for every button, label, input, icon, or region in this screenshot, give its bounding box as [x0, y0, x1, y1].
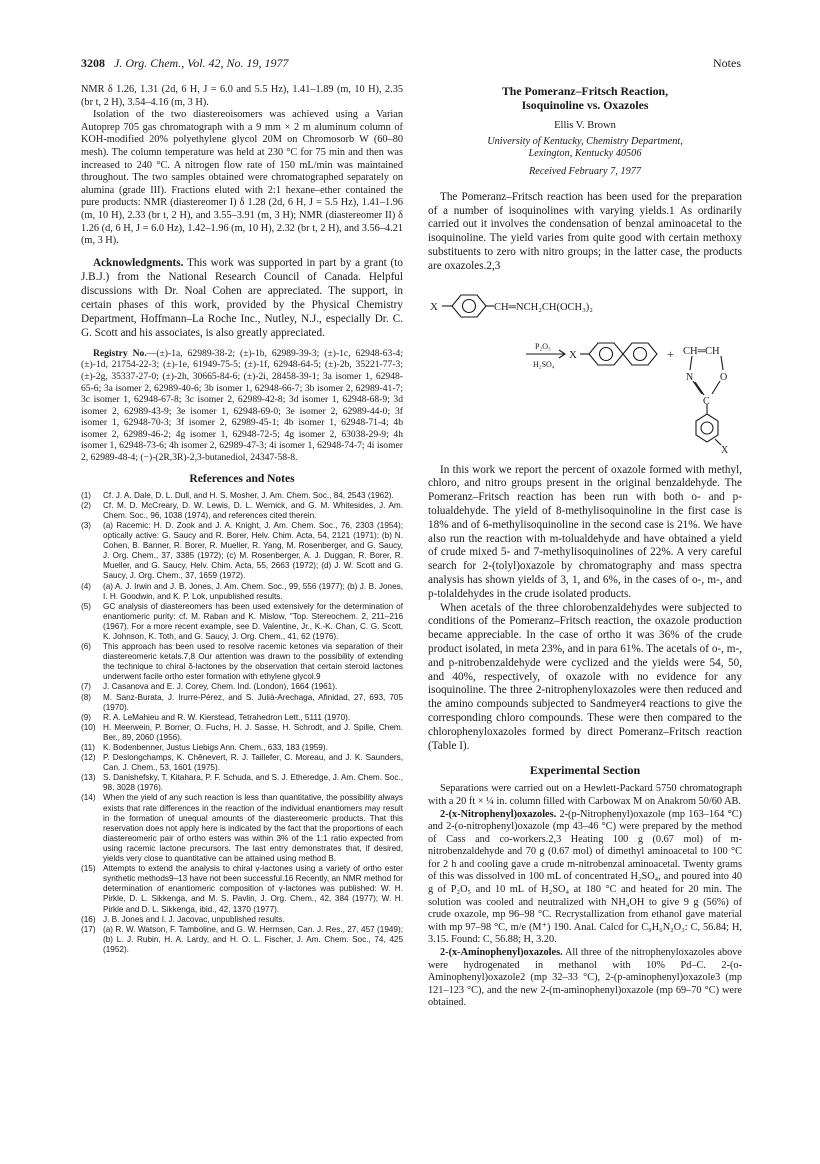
nitrophenyl-lead: 2-(x-Nitrophenyl)oxazoles.	[440, 808, 557, 820]
reference-number: (7)	[81, 682, 92, 692]
isoquinoline-ring-b	[623, 343, 657, 365]
nitrophenyl-paragraph	[428, 809, 742, 948]
plus-sign: +	[667, 346, 674, 361]
reaction-scheme	[428, 282, 742, 454]
work-paragraph: In this work we report the percent of oxazole formed with methyl, chloro, and nitro groups present in the original benzaldehyde. The Pomeranz–Fritsch reaction has been run with both o- and p-tolualdehyde. The yield of 8-methylisoquinoline in the first case is 18% and of 6-methylisoquinoline in the second case is 21%. We have also run the reaction with m-tolualdehyde and have obtained a yield of crude mixed 5- and 7-methylisoquinolines of 22%. A very careful search for 2-(tolyl)oxazole by chromatography and mass spectra analysis has shown yields of 3, 1, and 6%, in the cases of o-, m-, and p-tolaldehydes in the crude isolated products.	[428, 463, 742, 600]
reference-item	[81, 642, 403, 682]
acknowledgments	[81, 256, 403, 340]
title-line-2: Isoquinoline vs. Oxazoles	[521, 98, 649, 112]
affiliation	[428, 136, 742, 161]
running-header	[81, 56, 741, 74]
reference-number: (11)	[81, 743, 95, 752]
reference-item	[81, 582, 403, 602]
reference-item	[81, 925, 403, 955]
page-number: 3208	[81, 56, 105, 70]
journal-citation: J. Org. Chem., Vol. 42, No. 19, 1977	[114, 56, 289, 70]
reference-number: (3)	[81, 520, 92, 530]
benzene-ring	[452, 295, 486, 317]
reference-number: (17)	[81, 924, 96, 934]
oxazole-n: N	[686, 371, 694, 383]
reference-number: (1)	[81, 490, 92, 500]
reference-text: S. Danishefsky, T. Kitahara, P. F. Schuda, and S. J. Etheredge, J. Am. Chem. Soc., 98, 3028 (1976).	[103, 773, 403, 793]
reference-number: (6)	[81, 642, 92, 652]
reference-text: GC analysis of diastereomers has been used extensively for the determination of enantiomeric purity: cf. M. Raban and K. Mislow, "Top. Stereochem. 2, 211–216 (1967). For a more recent example, see D. Valentine, Jr., K.-K. Chan, C. G. Scott, K. Johnson, K. Toth, and G. Saucy, J. Org. Chem., 41, 62 (1976).	[103, 601, 403, 641]
reference-item	[81, 773, 403, 793]
reference-item	[81, 521, 403, 582]
aminophenyl-paragraph	[428, 947, 742, 1010]
reference-number: (2)	[81, 500, 92, 510]
reference-number: (14)	[81, 793, 96, 803]
aminophenyl-text: All three of the nitrophenyloxazoles above were hydrogenated in methanol with 10% Pd–C. 2-(o-Aminophenyl)oxazole2 (mp 32–33 °C), 2-(p-aminophenyl)oxazole3 (mp 121–123 °C), and the new 2-(m-aminophenyl)oxazole (mp 69–70 °C) were obtained.	[428, 947, 742, 1009]
reference-text: P. Deslongchamps, K. Chênevert, R. J. Taillefer, C. Moreau, and J. K. Saunders, Can. J. Chem., 53, 1601 (1975).	[103, 753, 403, 773]
reference-text: J. Casanova and E. J. Corey, Chem. Ind. (London), 1664 (1961).	[103, 682, 338, 692]
reference-number: (15)	[81, 864, 96, 874]
reference-text: When the yield of any such reaction is less than quantitative, the possibility always exists that rate differences in the reaction of the individual enantiomers may result in the formation of unequal amounts of the diastereomeric products. That this reservation does not apply here is indicated by the fact that the proportions of each diastereomeric pair of ortho esters was within 3% of the 1:1 ratio expected from using racemic lactone precursors. The last entry demonstrates that, if desired, yields very close to quantitative can be attained using method B.	[103, 793, 403, 864]
reference-item	[81, 602, 403, 642]
isolation-paragraph: Isolation of the two diastereoisomers was achieved using a Varian Autoprep 705 gas chromatograph with a 9 mm × 2 m aluminum column of KOH-modified 20% polyethylene glycol 20M on Chromosorb W (60–80 mesh). The column temperature was held at 230 °C for 75 min and then was increased to 240 °C. A nitrogen flow rate of 150 mL/min was maintained throughout. The two samples obtained were chromatographed separately on alumina (grade III). Fractions eluted with 2:1 hexane–ether contained the pure products: NMR (diastereomer I) δ 1.28 (2d, 6 H, J = 5.5 Hz), 1.41–1.96 (m, 10 H), 2.33 (br t, 2 H), and 3.55–3.91 (m, 3 H); NMR (diastereomer II) δ 1.26 (d, 6 H, J = 6.0 Hz), 1.42–1.96 (m, 10 H), 2.32 (br t, 2 H), and 3.56–4.21 (m, 3 H).	[81, 109, 403, 247]
reference-number: (4)	[81, 581, 92, 591]
reference-text: (a) Racemic: H. D. Zook and J. A. Knight, J. Am. Chem. Soc., 76, 2303 (1954); optically active: G. Saucy and R. Borer, Helv. Chim. Acta, 54, 2121 (1971); (b) N. Cohen, B. Banner, R. Borer, R. Mueller, R. Yang, M. Rosenberger, and G. Saucy, J. Org. Chem., 37, 3385 (1972); (c) M. Rosenberger, A. J. Duggan, R. Borer, R. Mueller, and G. Saucy, Helv. Chim. Acta, 55, 2663 (1972); (d) J. W. Scott and G. Saucy, J. Org. Chem., 37, 1659 (1972).	[103, 520, 403, 581]
reference-item	[81, 491, 403, 501]
reference-item	[81, 743, 403, 753]
left-column	[81, 84, 403, 955]
received-date: Received February 7, 1977	[528, 165, 642, 177]
substituent-x-product: X	[569, 348, 577, 361]
references-list	[81, 491, 403, 955]
reference-item	[81, 915, 403, 925]
reference-item	[81, 793, 403, 864]
reference-text: R. A. LeMahieu and R. W. Kierstead, Tetrahedron Lett., 5111 (1970).	[103, 712, 351, 722]
registry-lead: Registry No.	[93, 347, 147, 359]
section-label: Notes	[713, 56, 741, 70]
reference-number: (8)	[81, 692, 92, 702]
reference-item	[81, 501, 403, 521]
reference-number: (13)	[81, 773, 96, 783]
reference-text: K. Bodenbenner, Justus Liebigs Ann. Chem., 633, 183 (1959).	[103, 743, 328, 752]
nitrophenyl-text: 2-(p-Nitrophenyl)oxazole (mp 163–164 °C) and 2-(o-nitrophenyl)oxazole (mp 43–46 °C) were prepared by the method of Cass and co-workers.2,3 Heating 100 g (0.67 mol) of m-nitrobenzaldehyde and 70 g (0.67 mol) of dimethyl aminoacetal to 100 °C for 2 h and cooling gave a crude m-nitrobenzal aminoacetal. Twenty grams of this was dissolved in 100 mL of concentrated H₂SO₄, and poured into 40 g of P₂O₅ and 10 mL of H₂SO₄ at 180 °C and heated for 20 min. The solution was cooled and neutralized with NH₄OH to give 9 g (56%) of crude oxazole, mp 96–98 °C. Recrystallization from ethanol gave material with mp 97–98 °C, m/e (M⁺) 190. Anal. Calcd for C₉H₆N₂O₃: C, 56.84; H, 3.15. Found: C, 56.88; H, 3.20.	[428, 808, 742, 946]
reference-number: (12)	[81, 753, 96, 763]
reference-text: Cf. M. D. McCreary, D. W. Lewis, D. L. Wernick, and G. M. Whitesides, J. Am. Chem. Soc., 96, 1038 (1974), and references cited therein.	[103, 500, 403, 520]
author: Ellis V. Brown	[554, 120, 616, 131]
isoquinoline-ring-a	[589, 343, 623, 365]
intro-paragraph: The Pomeranz–Fritsch reaction has been used for the preparation of a number of isoquinolines with varying yields.1 As ordinarily carried out it involves the condensation of benzal aminoacetal to the isoquinoline. The yield varies from quite good with certain methoxy substituents to zero with nitro groups; in the latter case, the products are oxazoles.2,3	[428, 190, 742, 272]
article-title	[428, 84, 742, 112]
reference-text: Cf. J. A. Dale, D. L. Dull, and H. S. Mosher, J. Am. Chem. Soc., 84, 2543 (1962).	[103, 490, 394, 500]
oxazole-o: O	[720, 371, 728, 383]
reference-item	[81, 693, 403, 713]
reference-number: (9)	[81, 712, 92, 722]
aminophenyl-lead: 2-(x-Aminophenyl)oxazoles.	[440, 947, 563, 959]
reference-number: (5)	[81, 601, 92, 611]
ack-lead: Acknowledgments.	[93, 256, 184, 269]
experimental-heading: Experimental Section	[529, 763, 641, 778]
reference-item	[81, 713, 403, 723]
reference-text: (a) A. J. Irwin and J. B. Jones, J. Am. Chem. Soc., 99, 556 (1977); (b) J. B. Jones, I. H. Goodwin, and K. P. Lok, unpublished results.	[103, 581, 403, 601]
references-heading: References and Notes	[189, 472, 295, 485]
reference-number: (16)	[81, 914, 96, 924]
reference-number: (10)	[81, 722, 96, 732]
imine-label: CH═NCH₂CH(OCH₃)₂	[494, 301, 593, 313]
reagent-p2o5: P₂O₅	[535, 341, 551, 351]
ack-text: This work was supported in part by a grant (to J.B.J.) from the National Research Council of Canada. Helpful discussions with Dr. Noal Cohen are appreciated. The support, in certain phases of this work, provided by the Physical Chemistry Department, Hoffmann–La Roche Inc., Nutley, N.J., especially Dr. C. G. Scott and his associates, is also greatly appreciated.	[81, 256, 403, 339]
nmr-paragraph: NMR δ 1.26, 1.31 (2d, 6 H, J = 6.0 and 5.5 Hz), 1.41–1.89 (m, 10 H), 2.35 (br t, 2 H), 3.54–4.16 (m, 3 H).	[81, 84, 403, 108]
registry-text: —(±)-1a, 62989-38-2; (±)-1b, 62989-39-3; (±)-1c, 62948-63-4; (±)-1d, 21754-22-3; (±)-1e, 61949-75-5; (±)-1f, 62948-64-5; (±)-2b, 35221-77-3; (±)-2g, 35337-27-0; (±)-2h, 30665-84-6; (±)-2i, 28458-39-1; 3a isomer 1, 62948-65-6; 3a isomer 2, 62989-40-6; 3b isomer 1, 62948-66-7; 3b isomer 2, 62989-41-7; 3c isomer 1, 62948-67-8; 3c isomer 2, 62989-42-8; 3d isomer 1, 62948-68-9; 3d isomer 2, 62989-43-9; 3e isomer 1, 62948-69-0; 3e isomer 2, 62989-44-0; 3f isomer 1, 62948-70-3; 3f isomer 2, 62989-45-1; 4b isomer 1, 62948-71-4; 4b isomer 2, 62989-46-2; 4g isomer 1, 62948-72-5; 4g isomer 2, 63038-29-9; 4h isomer 1, 62948-73-6; 4h isomer 2, 62989-47-3; 4i isomer 1, 62948-74-7; 4i isomer 2, 62989-48-4; (−)-(2R,3R)-2,3-butanediol, 24347-58-8.	[81, 347, 404, 464]
right-column	[428, 84, 742, 1010]
reference-item	[81, 864, 403, 914]
affiliation-line-1: University of Kentucky, Chemistry Department,	[487, 136, 683, 147]
phenyl-ring	[696, 414, 718, 442]
reference-item	[81, 723, 403, 743]
acetals-paragraph: When acetals of the three chlorobenzaldehydes were subjected to conditions of the Pomeranz–Fritsch reaction, the oxazole production became appreciable. In the case of ortho it was 36% of the crude product isolated, in meta 23%, and in para 61%. The acetals of o-, m-, and p-nitrobenzaldehyde were cyclized and the yields were 54, 50, and 40%, respectively, of oxazole with no evidence for any isoquinoline. The three 2-nitrophenyloxazoles were then reduced and the amino compounds subjected to Sandmeyer4 reactions to give the corresponding chloro compounds. These were then compared to the chlorophenyloxazoles formed by direct Pomeranz–Fritsch reaction (Table I).	[428, 601, 742, 752]
experimental-p1: Separations were carried out on a Hewlett-Packard 5750 chromatograph with a 20 ft × ¼ in. column filled with Carbowax M on Anakrom 50/60 AB.	[428, 783, 742, 807]
reference-text: H. Meerwein, P. Borner, O. Fuchs, H. J. Sasse, H. Schrodt, and J. Spille, Chem. Ber., 89, 2060 (1956).	[103, 722, 403, 742]
experimental-section	[428, 763, 742, 1010]
reference-item	[81, 753, 403, 773]
reaction-scheme-drawing	[428, 282, 742, 454]
reagent-h2so4: H₂SO₄	[533, 359, 555, 369]
reference-text: Attempts to extend the analysis to chiral γ-lactones using a variety of ortho ester synthetic methods9–13 have not been successful.16 Recently, an NMR method for determination of enantiomeric composition of γ-lactones was published: W. H. Pirkle, D. L. Sikkenga, and M. S. Pavlin, J. Org. Chem., 42, 384 (1977); W. H. Pirkle and D. L. Sikkenga, ibid., 42, 1370 (1977).	[103, 864, 403, 914]
reference-text: (a) R. W. Watson, F. Tamboline, and G. W. Hermsen, Can. J. Res., 27, 457 (1949); (b) L. J. Rubin, H. A. Lardy, and H. O. L. Fischer, J. Am. Chem. Soc., 74, 425 (1952).	[103, 924, 403, 954]
registry-numbers	[81, 348, 403, 464]
affiliation-line-2: Lexington, Kentucky 40506	[528, 148, 642, 160]
substituent-x-start: X	[430, 300, 438, 313]
substituent-x-phenyl: X	[721, 444, 729, 454]
reference-text: M. Sanz-Burata, J. Irurre-Pérez, and S. Julià-Arechaga, Afinidad, 27, 693, 705 (1970).	[103, 692, 403, 712]
oxazole-ch-ch: CH═CH	[683, 345, 720, 357]
reference-text: This approach has been used to resolve racemic ketones via separation of their diastereomeric ketals.7,8 Our attention was drawn to the possibility of extending the technique to chiral δ-lactones by the observation that certain steroid lactones underwent facile ortho ester formation with ethylene glycol.9	[103, 642, 403, 682]
title-line-1: The Pomeranz–Fritsch Reaction,	[501, 84, 669, 98]
reference-item	[81, 682, 403, 692]
oxazole-c: C	[703, 395, 710, 407]
reference-text: J. B. Jones and I. J. Jacovac, unpublished results.	[103, 914, 285, 924]
